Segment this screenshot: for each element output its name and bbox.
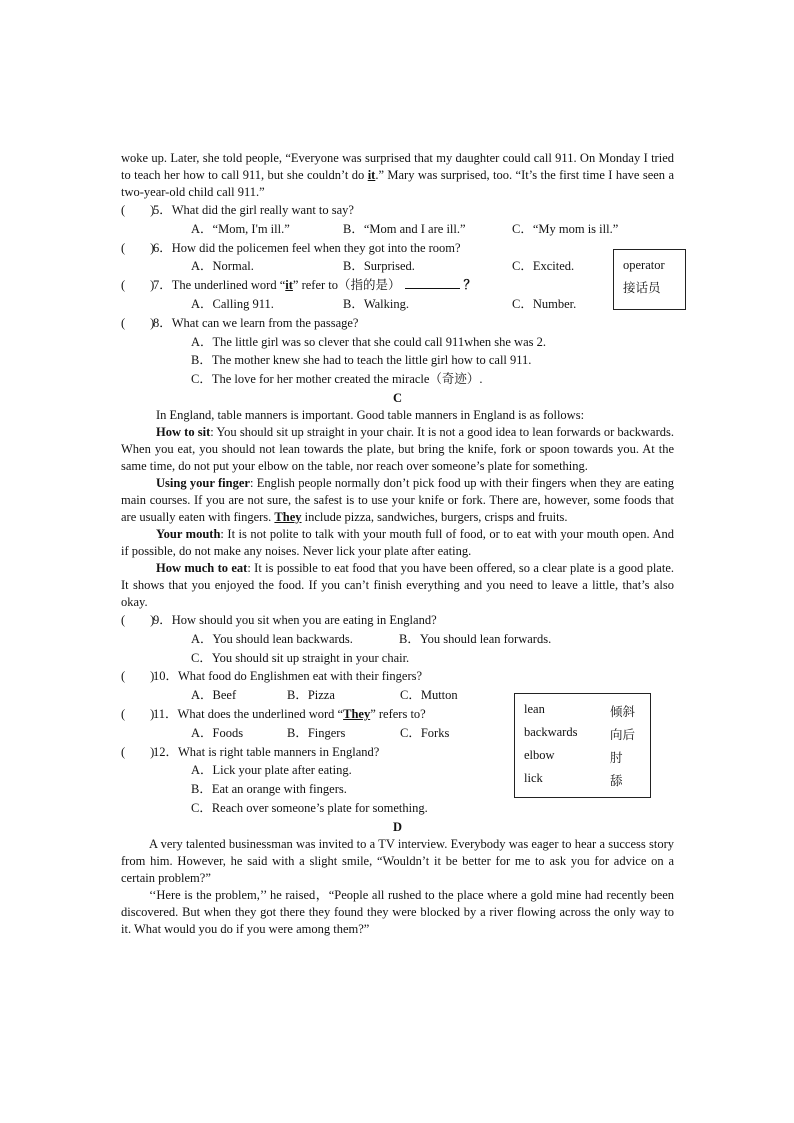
answer-blank[interactable]: ( ) bbox=[121, 278, 155, 293]
section-title-d: D bbox=[392, 819, 403, 834]
question-text: 6．How did the policemen feel when they got into the room? bbox=[153, 240, 461, 255]
vocab-meaning: 舔 bbox=[610, 773, 623, 788]
intro-text: woke up. Later, she told people, “Everyone was surprised that my daughter could call 911. On Monday I tried to teach her how to call 911, but she couldn’t do bbox=[121, 151, 674, 182]
paragraph-using-finger bbox=[121, 475, 674, 526]
vocab-row bbox=[524, 771, 644, 791]
option-c[interactable]: C．Forks bbox=[400, 725, 450, 740]
heading-how-to-sit: How to sit bbox=[156, 424, 211, 439]
question-text: 10．What food do Englishmen eat with their fingers? bbox=[153, 669, 423, 684]
question-5 bbox=[121, 201, 674, 220]
option-row bbox=[121, 799, 674, 818]
option-a[interactable]: A．Lick your plate after eating. bbox=[191, 763, 352, 778]
vocab-row bbox=[524, 748, 644, 768]
vocab-row bbox=[524, 702, 644, 722]
vocab-word: elbow bbox=[524, 748, 555, 762]
underlined-word: it bbox=[285, 278, 293, 293]
vocab-word: lean bbox=[524, 702, 545, 716]
answer-blank[interactable]: ( ) bbox=[121, 744, 155, 759]
option-b[interactable]: B．You should lean forwards. bbox=[399, 631, 552, 646]
vocab-word: lick bbox=[524, 771, 543, 785]
option-b[interactable]: B．Walking. bbox=[343, 296, 410, 311]
question-text bbox=[153, 276, 476, 295]
intro-paragraph bbox=[121, 150, 674, 201]
options-9 bbox=[121, 630, 674, 649]
options-6 bbox=[121, 257, 674, 276]
underlined-they: They bbox=[274, 509, 302, 524]
option-a[interactable]: A．Normal. bbox=[191, 259, 254, 274]
options-5 bbox=[121, 220, 674, 239]
heading-your-mouth: Your mouth bbox=[156, 526, 221, 541]
option-row bbox=[121, 649, 674, 668]
question-6 bbox=[121, 239, 674, 258]
section-d-paragraph-1: A very talented businessman was invited to a TV interview. Everybody was eager to hear a success story from him. However, he said with a slight smile, “Wouldn’t it be better for me to ask you for advice on a certain problem?” bbox=[121, 836, 674, 885]
question-7 bbox=[121, 276, 674, 295]
question-8 bbox=[121, 314, 674, 333]
option-c[interactable]: C．Excited. bbox=[512, 259, 575, 274]
option-c[interactable]: C．Number. bbox=[512, 296, 577, 311]
answer-blank[interactable]: ( ) bbox=[121, 203, 155, 217]
option-a[interactable]: A．You should lean backwards. bbox=[191, 631, 353, 646]
section-title-c: C bbox=[392, 390, 403, 405]
question-text: 12．What is right table manners in England? bbox=[153, 744, 380, 759]
options-7 bbox=[121, 295, 674, 314]
heading-using-finger: Using your finger bbox=[156, 475, 250, 490]
paragraph-how-much bbox=[121, 560, 674, 611]
option-b[interactable]: B．The mother knew she had to teach the little girl how to call 911. bbox=[191, 353, 532, 368]
answer-blank[interactable]: ( ) bbox=[121, 240, 155, 255]
vocabulary-box-operator bbox=[613, 249, 686, 310]
paragraph-text-end: include pizza, sandwiches, burgers, crisps and fruits. bbox=[301, 509, 568, 524]
answer-blank[interactable]: ( ) bbox=[121, 315, 155, 330]
section-d-paragraph-2: ‘‘Here is the problem,’’ he raised，“People all rushed to the place where a gold mine had recently been discovered. But when they got there they found they were blocked by a river flowing across the only way to it. What would you do if you were among them?” bbox=[121, 887, 674, 936]
option-c[interactable]: C．Reach over someone’s plate for something. bbox=[191, 800, 428, 815]
option-b[interactable]: B．“Mom and I are ill.” bbox=[343, 221, 466, 236]
answer-blank[interactable]: ( ) bbox=[121, 706, 155, 721]
paragraph-text: : You should sit up straight in your chair. It is not a good idea to lean forwards or backwards. When you eat, you should not lean towards the plate, but bring the knife, fork or spoon towards you. At the same time, do not put your elbow on the table, nor reach over someone’s plate for something. bbox=[121, 424, 674, 473]
question-text-post: ” refer to（指的是） bbox=[292, 278, 401, 293]
question-text: 5．What did the girl really want to say? bbox=[153, 203, 354, 217]
vocab-meaning: 向后 bbox=[610, 727, 636, 742]
paragraph-text: : English people normally don’t pick food up with their fingers when they are eating main courses. If you are not sure, the safest is to use your knife or fork. There are, however, some foods that are usually eaten with fingers. bbox=[121, 475, 674, 524]
vocab-meaning: 肘 bbox=[610, 750, 623, 765]
paragraph-your-mouth bbox=[121, 526, 674, 560]
option-row bbox=[121, 351, 674, 370]
option-b[interactable]: B．Fingers bbox=[287, 725, 346, 740]
question-mark: ？ bbox=[463, 278, 477, 293]
paragraph-how-to-sit bbox=[121, 424, 674, 475]
question-9 bbox=[121, 611, 674, 630]
option-a[interactable]: A．The little girl was so clever that she could call 911when she was 2. bbox=[191, 334, 546, 349]
question-text-pre: 7．The underlined word “ bbox=[153, 278, 286, 293]
answer-blank[interactable]: ( ) bbox=[121, 612, 155, 627]
option-row bbox=[121, 370, 674, 389]
option-c[interactable]: C．“My mom is ill.” bbox=[512, 221, 619, 236]
option-a[interactable]: A．Foods bbox=[191, 725, 244, 740]
option-b[interactable]: B．Surprised. bbox=[343, 259, 415, 274]
underlined-word: They bbox=[343, 706, 371, 721]
option-c[interactable]: C．Mutton bbox=[400, 688, 458, 703]
paragraph-text: : It is possible to eat food that you have been offered, so a clear plate is a good plate. It shows that you enjoyed the food. If you can’t finish everything and you need to leave a little, that’s also okay. bbox=[121, 560, 674, 609]
question-text bbox=[153, 705, 426, 724]
question-text-post: ” refers to? bbox=[370, 706, 426, 721]
option-b[interactable]: B．Pizza bbox=[287, 688, 335, 703]
option-a[interactable]: A．Calling 911. bbox=[191, 296, 274, 311]
underlined-it: it bbox=[367, 168, 376, 182]
question-text: 9．How should you sit when you are eating in England? bbox=[153, 612, 437, 627]
question-10 bbox=[121, 667, 674, 686]
vocab-meaning: 接话员 bbox=[623, 280, 661, 295]
fill-blank[interactable] bbox=[405, 276, 460, 289]
question-text: 8．What can we learn from the passage? bbox=[153, 315, 359, 330]
worksheet-page bbox=[121, 150, 674, 938]
paragraph-text: : It is not polite to talk with your mouth full of food, or to eat with your mouth open. And if possible, do not make any noises. Never lick your plate after eating. bbox=[121, 526, 674, 558]
section-c-intro: In England, table manners is important. Good table manners in England is as follows: bbox=[156, 407, 585, 422]
vocab-meaning: 倾斜 bbox=[610, 704, 636, 719]
option-c[interactable]: C．The love for her mother created the miracle（奇迹）. bbox=[191, 372, 483, 387]
option-row bbox=[121, 333, 674, 352]
heading-how-much: How much to eat bbox=[156, 560, 248, 575]
option-a[interactable]: A．Beef bbox=[191, 688, 237, 703]
vocab-word: backwards bbox=[524, 725, 578, 739]
vocab-row bbox=[524, 725, 644, 745]
intro-text-end: .” Mary was surprised, too. “It’s the first time I have seen a two-year-old child call 911.” bbox=[121, 168, 674, 199]
question-text-pre: 11．What does the underlined word “ bbox=[153, 706, 344, 721]
vocabulary-box-table-manners bbox=[514, 693, 651, 798]
answer-blank[interactable]: ( ) bbox=[121, 669, 155, 684]
vocab-word: operator bbox=[623, 258, 665, 272]
option-a[interactable]: A．“Mom, I'm ill.” bbox=[191, 221, 290, 236]
option-b[interactable]: B．Eat an orange with fingers. bbox=[191, 782, 347, 797]
option-c[interactable]: C．You should sit up straight in your chair. bbox=[191, 650, 410, 665]
